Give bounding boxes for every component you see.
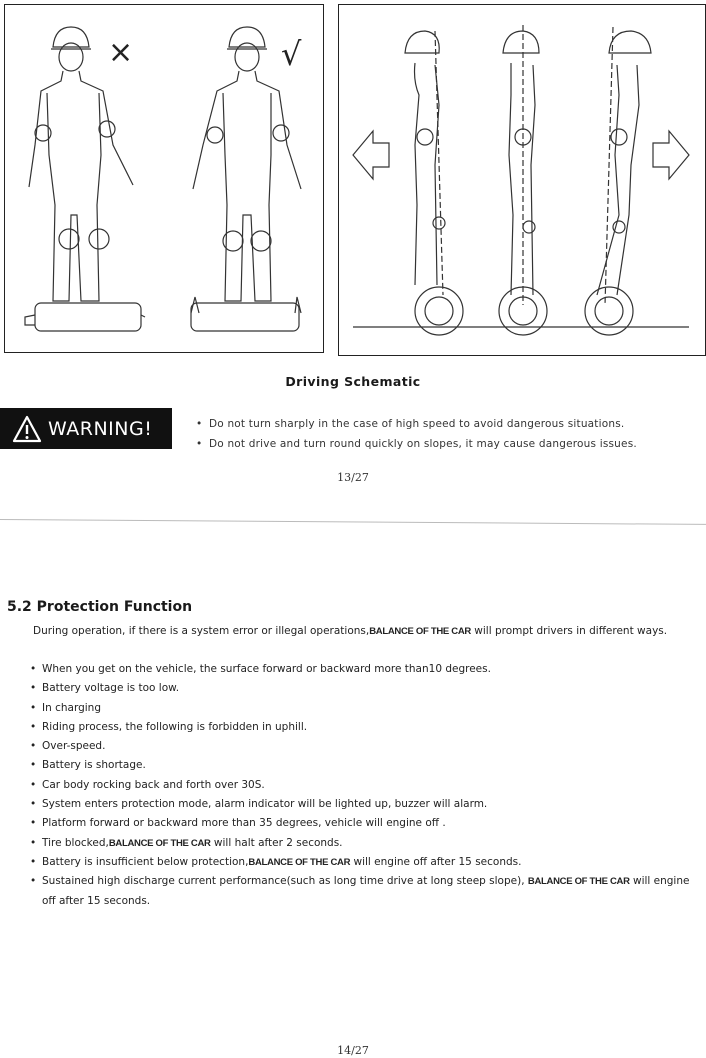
intro-text: During operation, if there is a system error or illegal operations,	[33, 625, 370, 637]
intro-text: will prompt drivers in different ways.	[470, 625, 668, 637]
item-text: Battery is insufficient below protection,	[42, 855, 249, 868]
warning-item: • Do not drive and turn round quickly on slopes, it may cause dangerous issues.	[196, 434, 637, 454]
stance-comparison-figure	[4, 4, 324, 353]
page-divider	[0, 519, 706, 525]
warning-list	[196, 414, 637, 454]
item-text: Battery is shortage.	[42, 759, 146, 772]
rider-lean-forward-figure	[585, 27, 651, 335]
brand-name: BALANCE OF THE CAR	[108, 837, 211, 849]
list-item	[30, 872, 705, 911]
item-text: Platform forward or backward more than 35 degrees, vehicle will engine off .	[42, 817, 446, 830]
item-text: Sustained high discharge current performance(such as long time drive at long steep slope),	[42, 875, 528, 888]
list-item	[30, 814, 705, 833]
list-item	[30, 795, 705, 814]
figure-caption: Driving Schematic	[285, 374, 421, 389]
correct-mark-icon: √	[281, 35, 302, 73]
section-intro	[33, 622, 698, 641]
section-title: 5.2 Protection Function	[7, 599, 193, 615]
lean-direction-figure	[338, 4, 706, 356]
warning-label: WARNING!	[48, 417, 153, 440]
arrow-left-icon	[353, 131, 389, 179]
page-number: 14/27	[337, 1044, 369, 1057]
rider-upright-figure	[499, 25, 547, 335]
rider-incorrect-figure	[25, 27, 145, 331]
item-text: will halt after 2 seconds.	[210, 836, 343, 849]
item-text: Over-speed.	[42, 740, 106, 753]
list-item	[30, 699, 705, 718]
item-text: Riding process, the following is forbidden in uphill.	[42, 720, 308, 733]
page-number: 13/27	[337, 471, 369, 484]
item-text: Tire blocked,	[42, 836, 109, 849]
warning-triangle-icon	[12, 415, 42, 443]
item-text: will engine off after 15 seconds.	[42, 875, 690, 907]
list-item	[30, 853, 705, 872]
arrow-right-icon	[653, 131, 689, 179]
list-item	[30, 756, 705, 775]
list-item	[30, 834, 705, 853]
item-text: Car body rocking back and forth over 30S.	[42, 778, 265, 791]
item-text: Battery voltage is too low.	[42, 682, 180, 695]
lean-illustration	[339, 5, 705, 355]
list-item	[30, 679, 705, 698]
item-text: When you get on the vehicle, the surface forward or backward more than10 degrees.	[42, 663, 491, 675]
brand-name: BALANCE OF THE CAR	[248, 856, 351, 868]
item-text: In charging	[42, 701, 101, 714]
protection-list	[30, 660, 705, 911]
warning-badge	[0, 408, 172, 449]
stance-illustration	[5, 5, 323, 352]
brand-name: BALANCE OF THE CAR	[369, 626, 471, 637]
list-item	[30, 660, 705, 679]
list-item	[30, 718, 705, 737]
list-item	[30, 737, 705, 756]
rider-lean-back-figure	[405, 31, 463, 335]
item-text: will engine off after 15 seconds.	[350, 855, 522, 868]
list-item	[30, 776, 705, 795]
incorrect-mark-icon: ×	[108, 35, 134, 70]
item-text: System enters protection mode, alarm indicator will be lighted up, buzzer will alarm.	[42, 798, 488, 811]
warning-item: • Do not turn sharply in the case of high speed to avoid dangerous situations.	[196, 414, 637, 434]
brand-name: BALANCE OF THE CAR	[527, 876, 630, 888]
